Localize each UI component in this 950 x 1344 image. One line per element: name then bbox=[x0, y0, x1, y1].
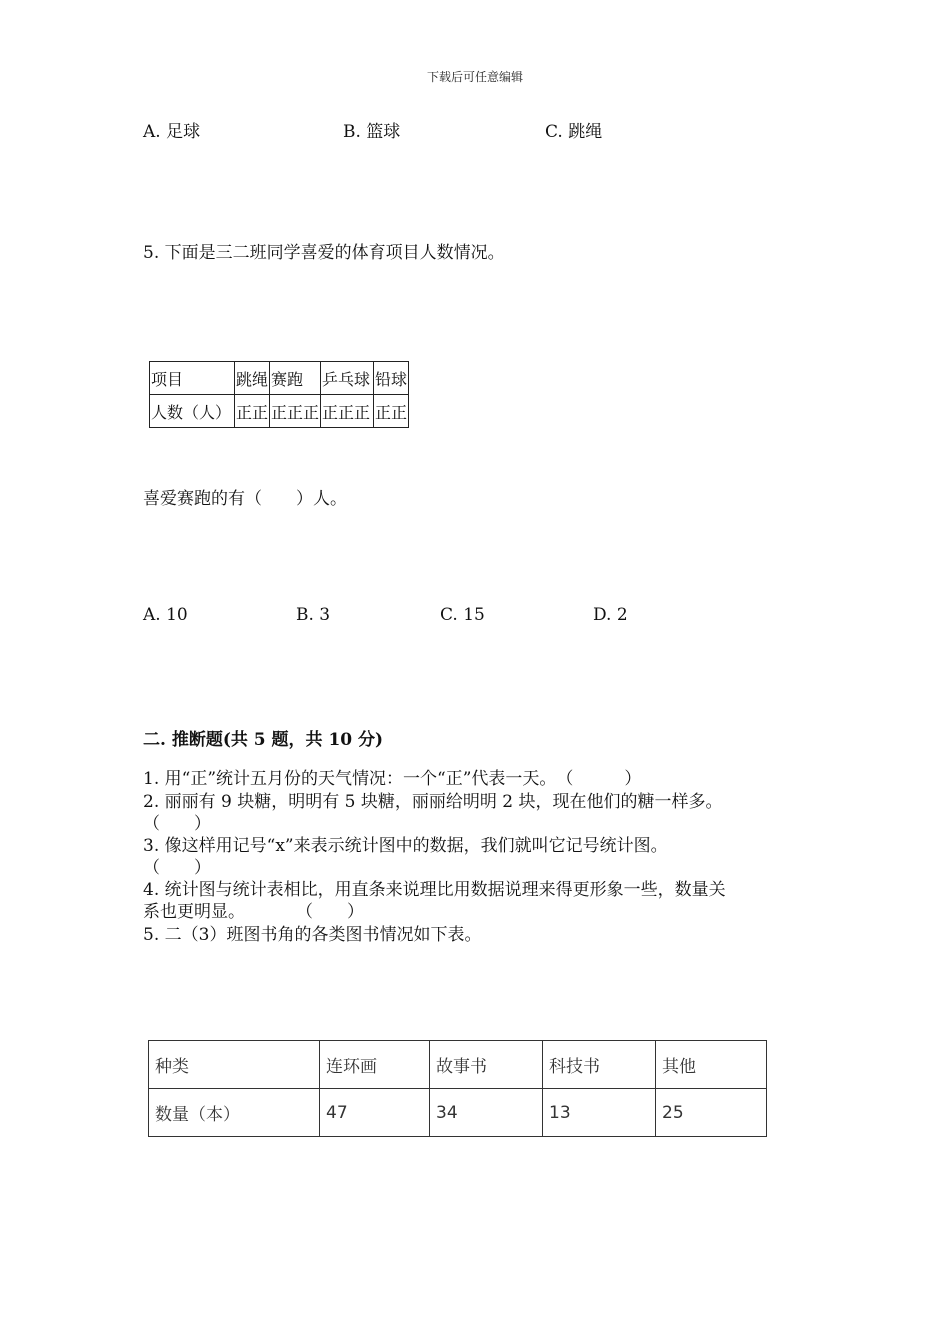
judge-item-3-answer: （ ） bbox=[143, 858, 211, 878]
table-header-cell: 连环画 bbox=[320, 1041, 430, 1089]
table-header-cell: 赛跑 bbox=[270, 362, 321, 395]
table-header-cell: 故事书 bbox=[430, 1041, 543, 1089]
table-cell: 47 bbox=[320, 1089, 430, 1137]
q5-title: 5. 下面是三二班同学喜爱的体育项目人数情况。 bbox=[143, 243, 505, 263]
table-header-cell: 科技书 bbox=[543, 1041, 656, 1089]
judge-item-4: 4. 统计图与统计表相比，用直条来说理比用数据说理来得更形象一些，数量关 bbox=[143, 880, 726, 900]
table-row bbox=[150, 362, 409, 395]
page-header: 下载后可任意编辑 bbox=[426, 70, 523, 84]
table-header-cell: 其他 bbox=[656, 1041, 767, 1089]
judge-item-3: 3. 像这样用记号“x”来表示统计图中的数据，我们就叫它记号统计图。 bbox=[143, 836, 668, 856]
table-cell: 人数（人） bbox=[150, 395, 235, 428]
table-cell: 34 bbox=[430, 1089, 543, 1137]
q5-option-a: A. 10 bbox=[143, 605, 188, 625]
q5-option-d: D. 2 bbox=[593, 605, 628, 625]
section-2-title: 二. 推断题(共 5 题，共 10 分) bbox=[143, 730, 384, 750]
table-row bbox=[150, 395, 409, 428]
table-cell: 正正正 bbox=[321, 395, 374, 428]
table-cell: 数量（本） bbox=[149, 1089, 320, 1137]
table-header-cell: 项目 bbox=[150, 362, 235, 395]
q5-option-c: C. 15 bbox=[440, 605, 485, 625]
judge-item-1: 1. 用“正”统计五月份的天气情况：一个“正”代表一天。 （ ） bbox=[143, 769, 642, 789]
judge-item-2-answer: （ ） bbox=[143, 814, 211, 834]
judge-item-2: 2. 丽丽有 9 块糖，明明有 5 块糖，丽丽给明明 2 块，现在他们的糖一样多。 bbox=[143, 792, 723, 812]
q4-option-a: A. 足球 bbox=[143, 122, 201, 142]
q5-question: 喜爱赛跑的有（ ）人。 bbox=[143, 489, 347, 509]
table-header-cell: 种类 bbox=[149, 1041, 320, 1089]
table-header-cell: 跳绳 bbox=[235, 362, 270, 395]
table-cell: 正正 bbox=[374, 395, 409, 428]
q5-option-b: B. 3 bbox=[296, 605, 331, 625]
table-cell: 13 bbox=[543, 1089, 656, 1137]
table-cell: 正正正 bbox=[270, 395, 321, 428]
sports-tally-table bbox=[149, 361, 409, 428]
q4-option-b: B. 篮球 bbox=[343, 122, 401, 142]
table-cell: 正正 bbox=[235, 395, 270, 428]
table-header-cell: 铅球 bbox=[374, 362, 409, 395]
table-cell: 25 bbox=[656, 1089, 767, 1137]
judge-item-4-cont: 系也更明显。 （ ） bbox=[143, 902, 364, 922]
table-row bbox=[149, 1041, 767, 1089]
table-header-cell: 乒乓球 bbox=[321, 362, 374, 395]
judge-item-5: 5. 二（3）班图书角的各类图书情况如下表。 bbox=[143, 925, 482, 945]
book-corner-table bbox=[148, 1040, 767, 1137]
table-row bbox=[149, 1089, 767, 1137]
q4-option-c: C. 跳绳 bbox=[545, 122, 603, 142]
